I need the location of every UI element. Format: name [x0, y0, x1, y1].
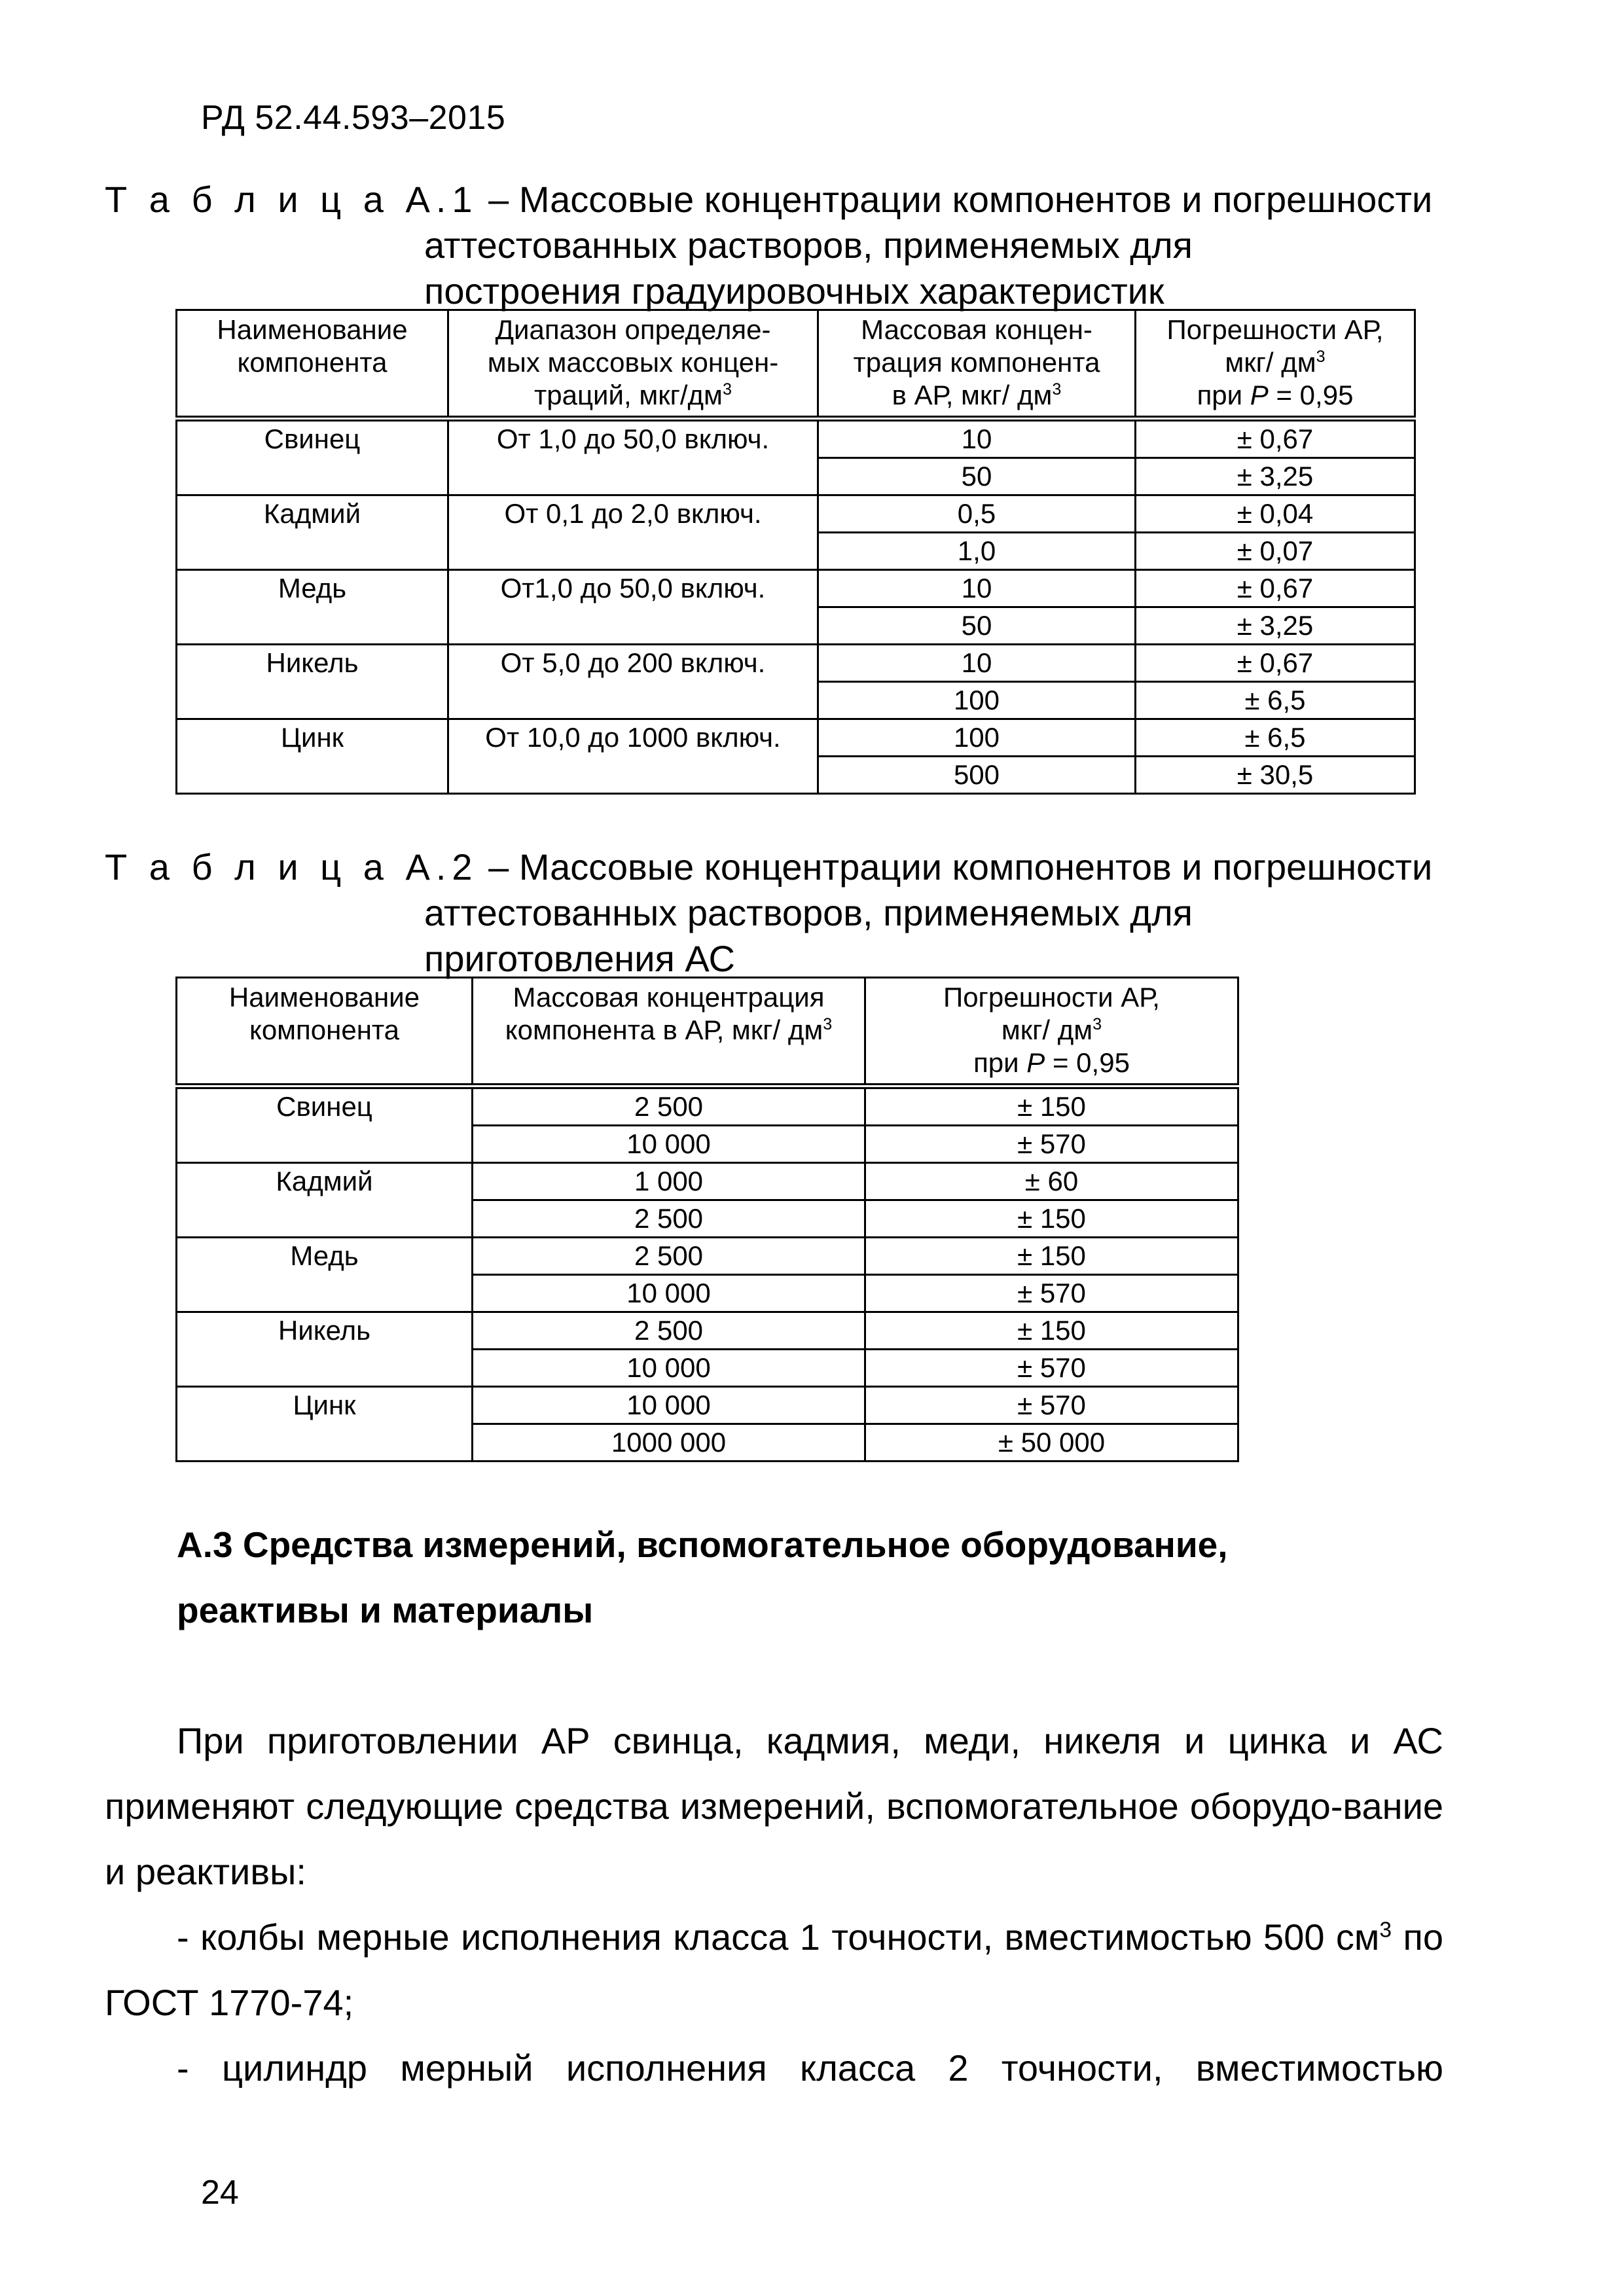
table2-label: Т а б л и ц а А.2	[105, 846, 478, 888]
table-row	[177, 1312, 1238, 1350]
table-row	[177, 419, 1415, 458]
concentration-cell: 10	[818, 645, 1136, 682]
component-name: Свинец	[177, 1086, 473, 1163]
table1-header-concentration: Массовая концен- трация компонента в АР, мкг/ $дм^3$	[818, 310, 1136, 419]
section-heading-line1: А.3 Средства измерений, вспомогательное оборудование,	[177, 1524, 1228, 1565]
table-row	[177, 570, 1415, 607]
error-cell: ± 30,5	[1136, 757, 1415, 794]
table-row	[177, 495, 1415, 533]
error-cell: ± 570	[865, 1126, 1238, 1163]
document-code: РД 52.44.593–2015	[201, 99, 506, 137]
error-cell: ± 0,07	[1136, 533, 1415, 570]
table1-label: Т а б л и ц а А.1	[105, 179, 478, 220]
table2-header-component: Наименование компонента	[177, 978, 473, 1086]
concentration-cell: 100	[818, 682, 1136, 719]
table1-caption-line2: аттестованных растворов, применяемых для	[424, 224, 1193, 266]
error-cell: ± 150	[865, 1312, 1238, 1350]
component-name: Медь	[177, 1238, 473, 1312]
paragraph-intro: При приготовлении АР свинца, кадмия, меди, никеля и цинка и АС применяют следующие средства измерений, вспомогательное оборудо-вание и реактивы:	[105, 1720, 1443, 1892]
error-cell: ± 150	[865, 1200, 1238, 1238]
concentration-cell: 2 500	[473, 1200, 865, 1238]
body-text	[105, 1708, 1443, 2101]
concentration-cell: 2 500	[473, 1312, 865, 1350]
concentration-cell: 1,0	[818, 533, 1136, 570]
error-cell: ± 0,67	[1136, 570, 1415, 607]
concentration-cell: 10	[818, 570, 1136, 607]
error-cell: ± 150	[865, 1238, 1238, 1275]
range-cell: От1,0 до 50,0 включ.	[448, 570, 818, 645]
concentration-cell: 10	[818, 419, 1136, 458]
table2-caption-line3: приготовления АС	[424, 938, 735, 979]
error-cell: ± 3,25	[1136, 607, 1415, 645]
concentration-cell: 1000 000	[473, 1424, 865, 1462]
table-row	[177, 1238, 1238, 1275]
range-cell: От 0,1 до 2,0 включ.	[448, 495, 818, 570]
list-item: - цилиндр мерный исполнения класса 2 точности, вместимостью	[177, 2047, 1443, 2089]
concentration-cell: 2 500	[473, 1086, 865, 1126]
table2-header-error: Погрешности АР, мкг/ $дм^3$ при Р = 0,95	[865, 978, 1238, 1086]
range-cell: От 1,0 до 50,0 включ.	[448, 419, 818, 495]
list-item: - колбы мерные исполнения класса 1 точности, вместимостью 500 $см^3$ по ГОСТ 1770-74;	[105, 1916, 1443, 2023]
concentration-cell: 10 000	[473, 1350, 865, 1387]
range-cell: От 5,0 до 200 включ.	[448, 645, 818, 719]
concentration-cell: 100	[818, 719, 1136, 757]
concentration-cell: 2 500	[473, 1238, 865, 1275]
table2-header-row	[177, 978, 1238, 1086]
table2-caption-line2: аттестованных растворов, применяемых для	[424, 892, 1193, 933]
component-name: Медь	[177, 570, 448, 645]
table2-caption-line1: – Массовые концентрации компонентов и погрешности	[488, 846, 1433, 888]
component-name: Никель	[177, 645, 448, 719]
concentration-cell: 500	[818, 757, 1136, 794]
concentration-cell: 10 000	[473, 1387, 865, 1424]
error-cell: ± 570	[865, 1350, 1238, 1387]
concentration-cell: 0,5	[818, 495, 1136, 533]
concentration-cell: 10 000	[473, 1126, 865, 1163]
error-cell: ± 6,5	[1136, 682, 1415, 719]
table-row	[177, 645, 1415, 682]
error-cell: ± 0,04	[1136, 495, 1415, 533]
error-cell: ± 60	[865, 1163, 1238, 1200]
error-cell: ± 570	[865, 1275, 1238, 1312]
concentration-cell: 50	[818, 607, 1136, 645]
component-name: Свинец	[177, 419, 448, 495]
table2	[175, 977, 1239, 1462]
table1-header-component: Наименование компонента	[177, 310, 448, 419]
error-cell: ± 570	[865, 1387, 1238, 1424]
error-cell: ± 0,67	[1136, 645, 1415, 682]
section-heading	[177, 1512, 1453, 1643]
concentration-cell: 1 000	[473, 1163, 865, 1200]
error-cell: ± 0,67	[1136, 419, 1415, 458]
table1-caption-line1: – Массовые концентрации компонентов и погрешности	[488, 179, 1433, 220]
range-cell: От 10,0 до 1000 включ.	[448, 719, 818, 794]
table2-caption	[105, 844, 1433, 982]
error-cell: ± 50 000	[865, 1424, 1238, 1462]
table1-caption	[105, 177, 1433, 314]
component-name: Цинк	[177, 719, 448, 794]
table1-caption-line3: построения градуировочных характеристик	[424, 270, 1164, 312]
concentration-cell: 50	[818, 458, 1136, 495]
table1-header-row	[177, 310, 1415, 419]
component-name: Никель	[177, 1312, 473, 1387]
error-cell: ± 150	[865, 1086, 1238, 1126]
section-heading-line2: реактивы и материалы	[177, 1590, 594, 1630]
component-name: Кадмий	[177, 495, 448, 570]
component-name: Цинк	[177, 1387, 473, 1462]
table-row	[177, 1163, 1238, 1200]
table1	[175, 309, 1416, 795]
table-row	[177, 1387, 1238, 1424]
error-cell: ± 6,5	[1136, 719, 1415, 757]
table1-header-range: Диапазон определяе- мых массовых концен- траций, мкг/$дм^3$	[448, 310, 818, 419]
component-name: Кадмий	[177, 1163, 473, 1238]
page-number: 24	[201, 2174, 239, 2212]
error-cell: ± 3,25	[1136, 458, 1415, 495]
table-row	[177, 719, 1415, 757]
concentration-cell: 10 000	[473, 1275, 865, 1312]
table2-header-concentration: Массовая концентрация компонента в АР, мкг/ $дм^3$	[473, 978, 865, 1086]
table1-header-error: Погрешности АР, мкг/ $дм^3$ при Р = 0,95	[1136, 310, 1415, 419]
table-row	[177, 1086, 1238, 1126]
